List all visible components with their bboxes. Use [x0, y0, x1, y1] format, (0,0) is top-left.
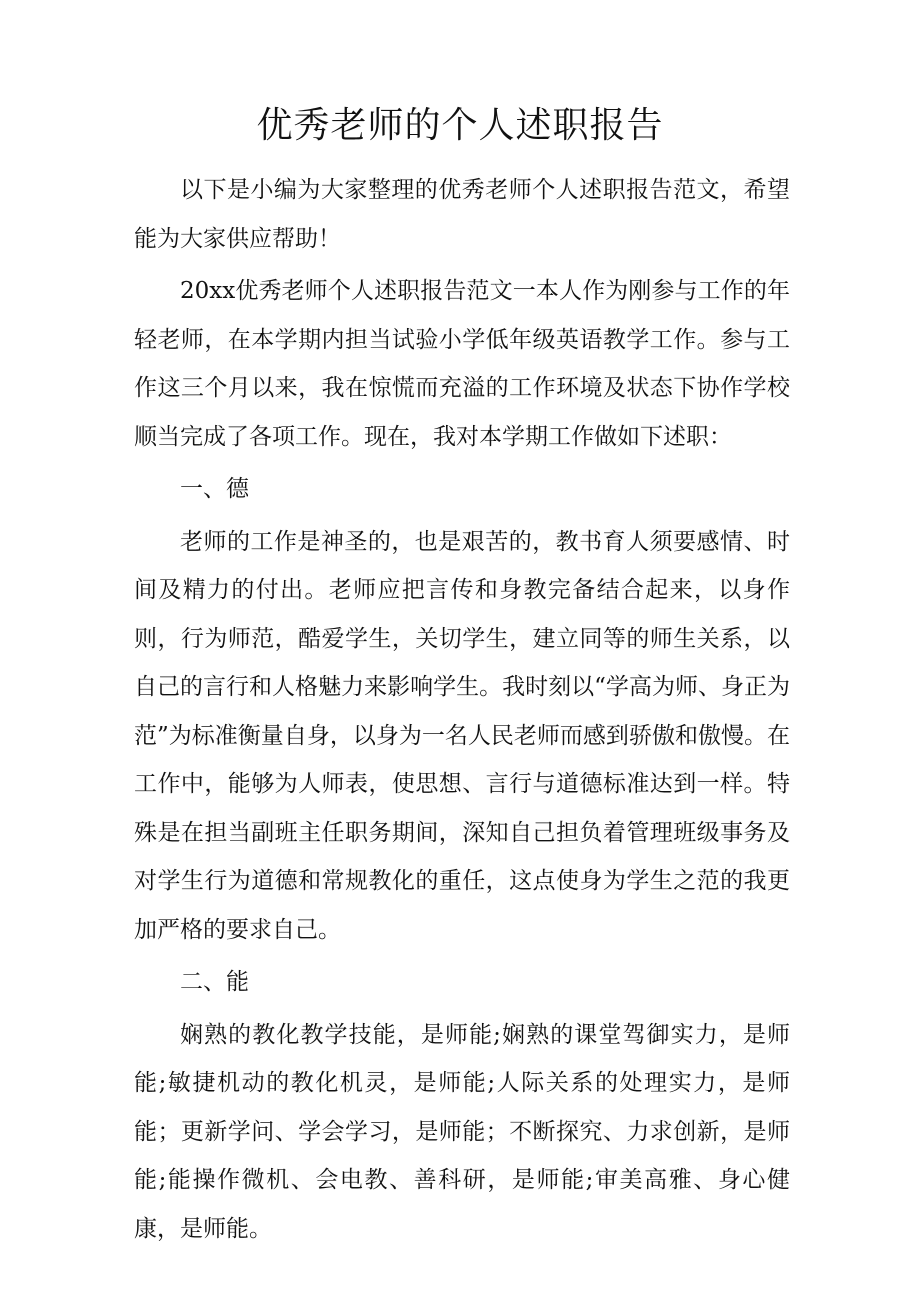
opening-paragraph: 20xx优秀老师个人述职报告范文一本人作为刚参与工作的年轻老师，在本学期内担当试验小学低年级英语教学工作。参与工作这三个月以来，我在惊慌而充溢的工作环境及状态下协作学校顺当完成了各项工作。现在，我对本学期工作做如下述职：: [134, 278, 790, 450]
section-heading-virtue: 一、德: [180, 476, 249, 502]
intro-paragraph: 以下是小编为大家整理的优秀老师个人述职报告范文，希望能为大家供应帮助！: [134, 177, 790, 252]
document-body: [134, 166, 790, 1253]
section-body-virtue: 老师的工作是神圣的，也是艰苦的，教书育人须要感情、时间及精力的付出。老师应把言传和身教完备结合起来，以身作则，行为师范，酷爱学生，关切学生，建立同等的师生关系，以自己的言行和人格魅力来影响学生。我时刻以“学高为师、身正为范”为标准衡量自身，以身为一名人民老师而感到骄傲和傲慢。在工作中，能够为人师表，使思想、言行与道德标准达到一样。特殊是在担当副班主任职务期间，深知自己担负着管理班级事务及对学生行为道德和常规教化的重任，这点使身为学生之范的我更加严格的要求自己。: [134, 528, 790, 943]
section-body-ability: 娴熟的教化教学技能，是师能;娴熟的课堂驾御实力，是师能;敏捷机动的教化机灵，是师能;人际关系的处理实力，是师能；更新学问、学会学习，是师能；不断探究、力求创新，是师能;能操作微机、会电教、善科研，是师能;审美高雅、身心健康，是师能。: [134, 1021, 790, 1242]
document-title: 优秀老师的个人述职报告: [256, 105, 664, 146]
section-heading-ability: 二、能: [180, 969, 249, 995]
